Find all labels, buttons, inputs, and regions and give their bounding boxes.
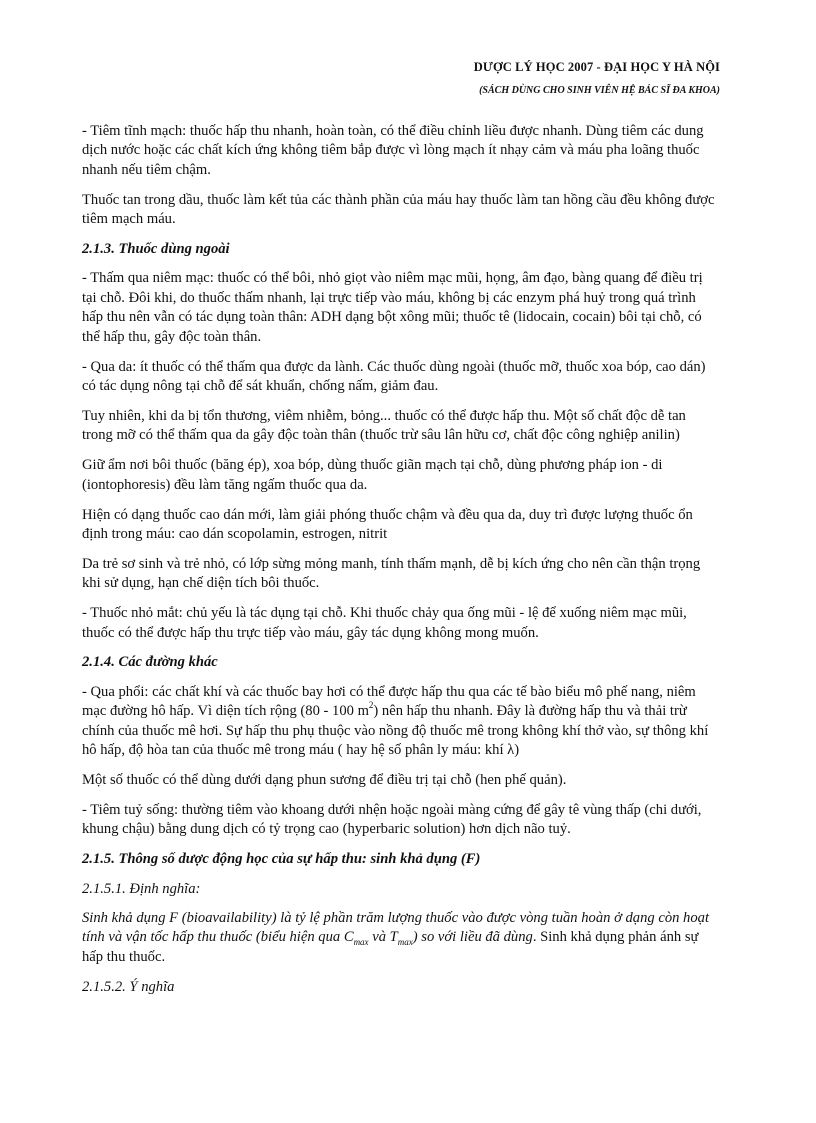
subsection-heading-2-1-5-1: 2.1.5.1. Định nghĩa: bbox=[82, 880, 201, 897]
lungs-text-a: - Qua phổi: các chất khí và các thuốc bay hơi có thể được hấp thu qua các tế bào biểu mô phế nang, niêm mạc đường hô hấp. Vì diện tích rộng (80 - 100 m bbox=[82, 683, 696, 720]
body-text bbox=[82, 122, 718, 1007]
section-heading-2-1-4: 2.1.4. Các đường khác bbox=[82, 654, 218, 671]
page-header bbox=[474, 60, 720, 96]
paragraph-spinal: - Tiêm tuỷ sống: thường tiêm vào khoang dưới nhện hoặc ngoài màng cứng để gây tê vùng thấp (chi dưới, khung chậu) bằng dung dịch có tỷ trọng cao (hyperbaric solution) hơn dịch não tuỷ. bbox=[82, 801, 702, 838]
tmax-subscript: max bbox=[397, 937, 413, 948]
paragraph-bioavailability bbox=[82, 909, 718, 967]
paragraph-lungs bbox=[82, 683, 718, 761]
bioavailability-text-b: ) so với liều đã dùng bbox=[412, 929, 533, 946]
section-heading-2-1-5: 2.1.5. Thông số dược động học của sự hấp thu: sinh khả dụng (F) bbox=[82, 851, 481, 868]
paragraph-skin: - Qua da: ít thuốc có thể thấm qua được da lành. Các thuốc dùng ngoài (thuốc mỡ, thuốc xoa bóp, cao dán) có tác dụng nông tại chỗ để sát khuẩn, chống nấm, giảm đau. bbox=[82, 358, 706, 394]
bioavailability-text-mid: và T bbox=[368, 929, 398, 946]
subsection-heading-2-1-5-2: 2.1.5.2. Ý nghĩa bbox=[82, 978, 175, 995]
paragraph-patch: Hiện có dạng thuốc cao dán mới, làm giải phóng thuốc chậm và đều qua da, duy trì được lượng thuốc ổn định trong máu: cao dán scopolamin, estrogen, nitrit bbox=[82, 506, 693, 542]
bioavailability-text-c: . Sinh khả dụng phản ánh sự hấp thu thuốc. bbox=[82, 929, 699, 965]
lungs-superscript: 2 bbox=[368, 700, 374, 711]
paragraph-nebulizer: Một số thuốc có thể dùng dưới dạng phun sương để điều trị tại chỗ (hen phế quản). bbox=[82, 771, 567, 788]
paragraph-damaged-skin: Tuy nhiên, khi da bị tổn thương, viêm nhiễm, bỏng... thuốc có thể được hấp thu. Một số chất độc dễ tan trong mỡ có thể thấm qua da gây độc toàn thân (thuốc trừ sâu lân hữu cơ, chất độc công nghiệp anilin) bbox=[82, 407, 686, 444]
paragraph-infant-skin: Da trẻ sơ sinh và trẻ nhỏ, có lớp sừng mỏng manh, tính thấm mạnh, dễ bị kích ứng cho nên cần thận trọng khi sử dụng, hạn chế diện tích bôi thuốc. bbox=[82, 555, 701, 592]
paragraph-eye-drops: - Thuốc nhỏ mắt: chủ yếu là tác dụng tại chỗ. Khi thuốc chảy qua ống mũi - lệ để xuống niêm mạc mũi, thuốc có thể được hấp thu trực tiếp vào máu, gây tác dụng không mong muốn. bbox=[82, 605, 687, 641]
paragraph-moisture: Giữ ẩm nơi bôi thuốc (băng ép), xoa bóp, dùng thuốc giãn mạch tại chỗ, dùng phương pháp ion - di (iontophoresis) đều làm tăng ngấm thuốc qua da. bbox=[82, 457, 663, 493]
paragraph-iv-injection: - Tiêm tĩnh mạch: thuốc hấp thu nhanh, hoàn toàn, có thể điều chỉnh liều được nhanh. Dùng tiêm các dung dịch nước hoặc các chất kích ứng không tiêm bắp được vì lòng mạch ít nhạy cảm và máu pha loãng thuốc nhanh nếu tiêm chậm. bbox=[82, 123, 704, 178]
paragraph-oil-soluble: Thuốc tan trong dầu, thuốc làm kết tủa các thành phần của máu hay thuốc làm tan hồng cầu đều không được tiêm mạch máu. bbox=[82, 191, 715, 228]
header-subtitle: (SÁCH DÙNG CHO SINH VIÊN HỆ BÁC SĨ ĐA KHOA) bbox=[479, 85, 720, 96]
lungs-text-b: ) nên hấp thu nhanh. Đây là đường hấp thu và thải trừ chính của thuốc mê hơi. Sự hấp thu phụ thuộc vào nồng độ thuốc mê trong không khí thở vào, sự thông khí hô hấp, độ hòa tan của thuốc mê trong máu ( hay hệ số phân ly máu: khí λ) bbox=[82, 703, 709, 759]
section-heading-2-1-3: 2.1.3. Thuốc dùng ngoài bbox=[82, 241, 230, 258]
cmax-subscript: max bbox=[353, 937, 369, 948]
bioavailability-text-a: Sinh khả dụng F (bioavailability) là tỷ lệ phần trăm lượng thuốc vào được vòng tuần hoàn ở dạng còn hoạt tính và vận tốc hấp thu thuốc (biểu hiện qua C bbox=[82, 910, 710, 946]
header-title: DƯỢC LÝ HỌC 2007 - ĐẠI HỌC Y HÀ NỘI bbox=[473, 60, 720, 74]
paragraph-mucosa: - Thấm qua niêm mạc: thuốc có thể bôi, nhỏ giọt vào niêm mạc mũi, họng, âm đạo, bàng quang để điều trị tại chỗ. Đôi khi, do thuốc thấm nhanh, lại trực tiếp vào máu, không bị các enzym phá huỷ trong quá trình hấp thu nên vẫn có tác dụng toàn thân: ADH dạng bột xông mũi; thuốc tê (lidocain, cocain) bôi tại chỗ, có thể hấp thu, gây độc toàn thân. bbox=[82, 270, 703, 345]
